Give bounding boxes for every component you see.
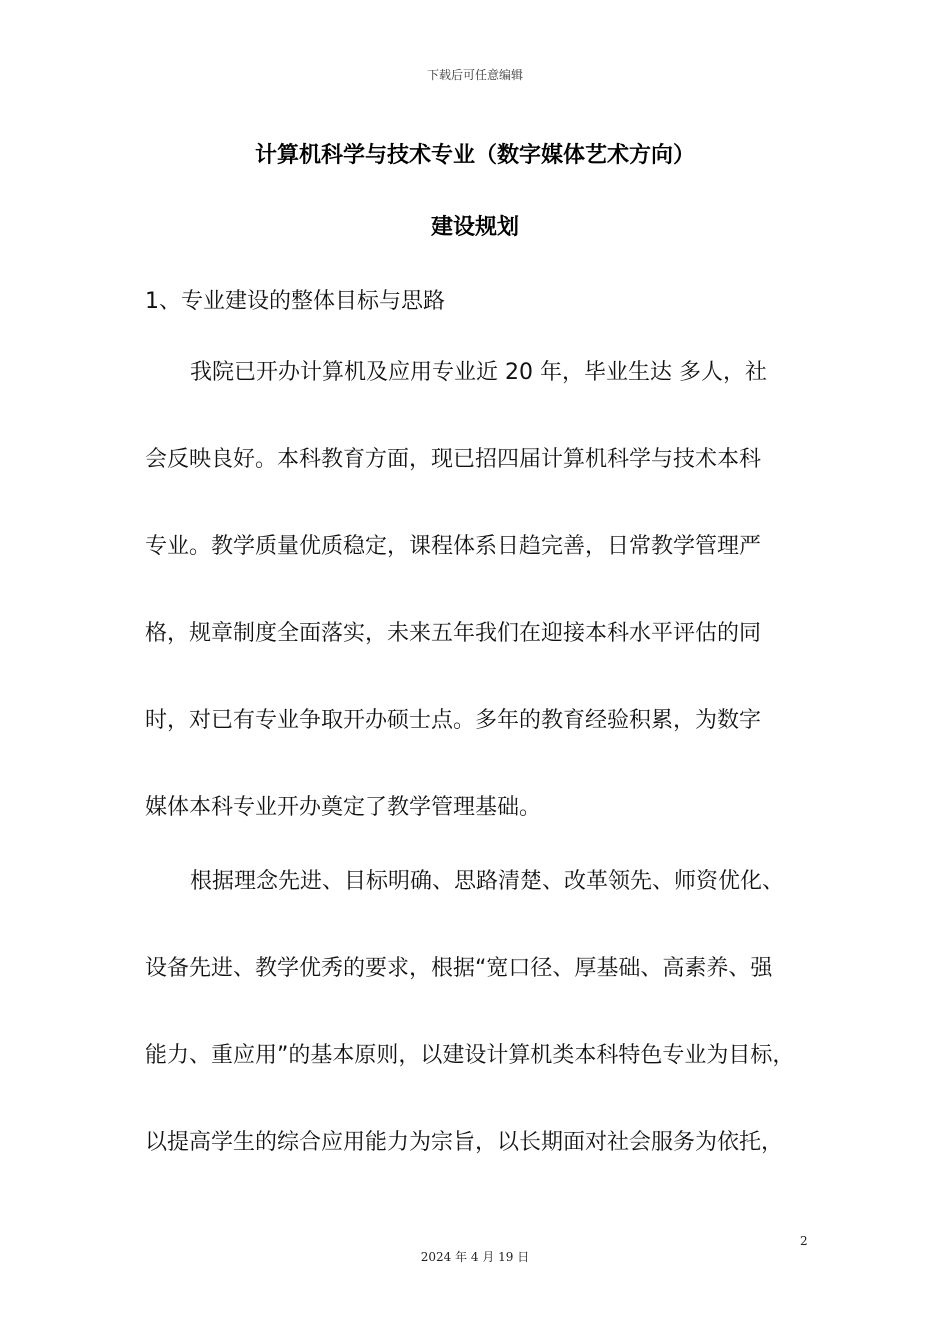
page-number: 2 [800, 1234, 808, 1248]
paragraph-line: 时，对已有专业争取开办硕士点。多年的教育经验积累，为数字 [145, 708, 762, 733]
paragraph-line: 会反映良好。本科教育方面，现已招四届计算机科学与技术本科 [145, 447, 762, 472]
paragraph-line: 媒体本科专业开办奠定了教学管理基础。 [145, 795, 542, 820]
paragraph-line: 我院已开办计算机及应用专业近 20 年，毕业生达 多人，社 [190, 360, 767, 385]
paragraph-line: 能力、重应用”的基本原则，以建设计算机类本科特色专业为目标， [145, 1043, 795, 1068]
footer-date: 2024 年 4 月 19 日 [420, 1250, 530, 1264]
header-note: 下载后可任意编辑 [426, 68, 523, 82]
section-heading: 1、专业建设的整体目标与思路 [145, 289, 445, 314]
paragraph-line: 以提高学生的综合应用能力为宗旨，以长期面对社会服务为依托， [145, 1130, 784, 1155]
document-subtitle: 建设规划 [430, 215, 519, 240]
paragraph-line: 根据理念先进、目标明确、思路清楚、改革领先、师资优化、 [190, 869, 785, 894]
paragraph-line: 格，规章制度全面落实，未来五年我们在迎接本科水平评估的同 [145, 621, 762, 646]
paragraph-line: 专业。教学质量优质稳定，课程体系日趋完善，日常教学管理严 [145, 534, 762, 559]
paragraph-line: 设备先进、教学优秀的要求，根据“宽口径、厚基础、高素养、强 [145, 956, 773, 981]
document-title: 计算机科学与技术专业（数字媒体艺术方向） [254, 143, 695, 168]
